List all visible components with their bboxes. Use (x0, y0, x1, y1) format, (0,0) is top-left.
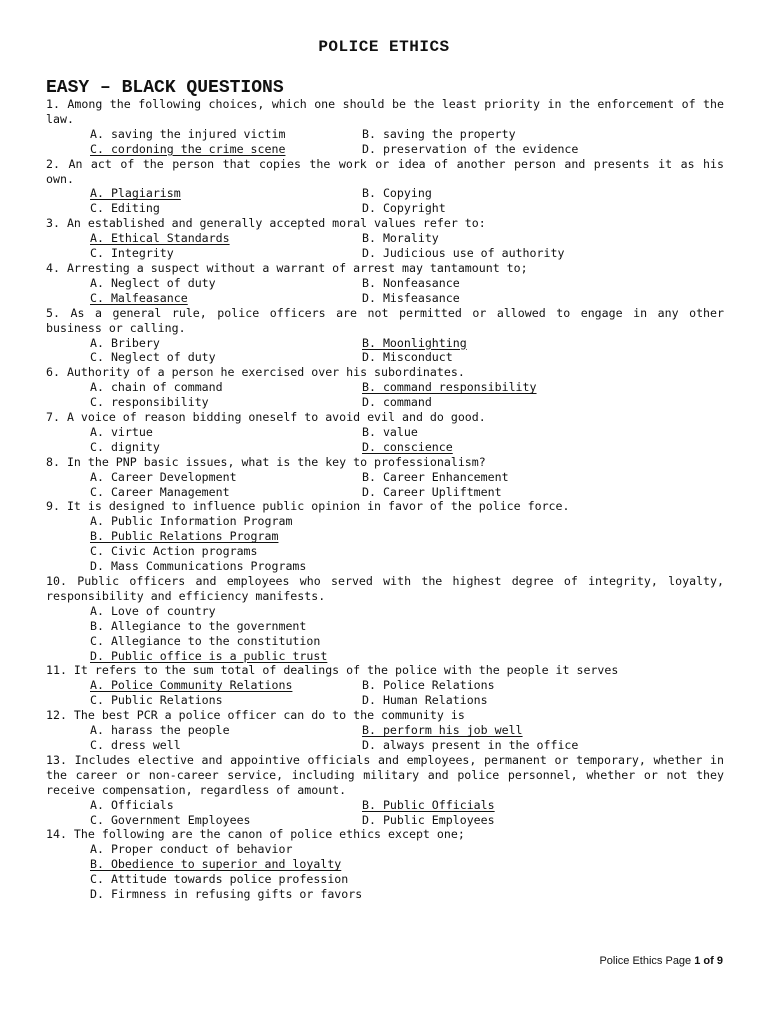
question-item (46, 365, 724, 410)
answer-option: A. Love of country (90, 603, 216, 618)
answer-option: A. Bribery (90, 335, 160, 350)
answer-option: C. Allegiance to the constitution (90, 633, 321, 648)
answer-option: D. Firmness in refusing gifts or favors (90, 887, 363, 902)
question-item (46, 574, 724, 663)
question-text: 2. An act of the person that copies the work or idea of another person and presents it as his own. (46, 156, 724, 186)
question-text: 8. In the PNP basic issues, what is the key to professionalism? (46, 454, 486, 469)
answer-option: C. dress well (90, 737, 181, 752)
question-item (46, 216, 724, 261)
correct-answer-option: B. command responsibility (362, 380, 537, 395)
answer-option: C. Neglect of duty (90, 350, 216, 365)
answer-option: D. Human Relations (362, 693, 488, 708)
answer-option: D. Mass Communications Programs (90, 559, 307, 574)
correct-answer-option: D. conscience (362, 439, 453, 454)
footer-page-number: 1 (694, 955, 701, 967)
answer-options (46, 842, 724, 902)
answer-option: A. Career Development (90, 469, 237, 484)
answer-option: B. value (362, 424, 418, 439)
footer-total-pages: 9 (716, 955, 723, 967)
correct-answer-option: A. Plagiarism (90, 186, 181, 201)
answer-option: C. responsibility (90, 395, 209, 410)
answer-options (46, 514, 724, 574)
answer-options (46, 723, 724, 753)
question-item (46, 157, 724, 217)
answer-option: C. Civic Action programs (90, 544, 258, 559)
answer-option: D. Misfeasance (362, 290, 460, 305)
question-item (46, 455, 724, 500)
question-text: 12. The best PCR a police officer can do to the community is (46, 708, 465, 723)
question-text: 11. It refers to the sum total of dealings of the police with the people it serves (46, 663, 619, 678)
answer-options (46, 186, 724, 216)
answer-option: D. Copyright (362, 201, 446, 216)
question-item (46, 708, 724, 753)
answer-option: A. Officials (90, 797, 174, 812)
question-text: 14. The following are the canon of police ethics except one; (46, 827, 465, 842)
footer-label: Police Ethics Page (599, 955, 692, 967)
question-text: 13. Includes elective and appointive officials and employees, permanent or temporary, whether in the career or non-career service, including military and police personnel, whether or not they receive compensation, regardless of amount. (46, 752, 724, 797)
section-heading: EASY – BLACK QUESTIONS (46, 78, 284, 98)
question-item (46, 306, 724, 366)
answer-option: D. Career Upliftment (362, 484, 502, 499)
correct-answer-option: B. Obedience to superior and loyalty (90, 857, 342, 872)
correct-answer-option: D. Public office is a public trust (90, 648, 328, 663)
answer-option: B. saving the property (362, 126, 516, 141)
question-text: 3. An established and generally accepted moral values refer to: (46, 216, 486, 231)
correct-answer-option: C. Malfeasance (90, 290, 188, 305)
correct-answer-option: A. Ethical Standards (90, 231, 230, 246)
correct-answer-option: A. Police Community Relations (90, 678, 293, 693)
answer-option: B. Police Relations (362, 678, 495, 693)
question-text: 9. It is designed to influence public opinion in favor of the police force. (46, 499, 570, 514)
question-item (46, 663, 724, 708)
answer-options (46, 425, 724, 455)
answer-option: D. command (362, 395, 432, 410)
answer-option: D. Judicious use of authority (362, 246, 565, 261)
answer-option: C. Editing (90, 201, 160, 216)
correct-answer-option: B. Public Officials (362, 797, 495, 812)
question-item (46, 499, 724, 574)
correct-answer-option: B. Moonlighting (362, 335, 467, 350)
answer-option: D. Public Employees (362, 812, 495, 827)
answer-options (46, 604, 724, 664)
question-text: 6. Authority of a person he exercised over his subordinates. (46, 365, 465, 380)
question-text: 7. A voice of reason bidding oneself to avoid evil and do good. (46, 410, 486, 425)
question-text: 4. Arresting a suspect without a warrant of arrest may tantamount to; (46, 260, 528, 275)
page-title: POLICE ETHICS (318, 38, 450, 56)
correct-answer-option: B. perform his job well (362, 723, 523, 738)
answer-option: D. preservation of the evidence (362, 141, 579, 156)
footer-of: of (703, 955, 714, 967)
question-item (46, 827, 724, 902)
correct-answer-option: B. Public Relations Program (90, 529, 279, 544)
page-footer (599, 955, 723, 967)
answer-options (46, 276, 724, 306)
answer-option: A. saving the injured victim (90, 126, 286, 141)
question-text: 1. Among the following choices, which one should be the least priority in the enforcement of the law. (46, 97, 724, 126)
answer-options (46, 678, 724, 708)
answer-option: A. chain of command (90, 380, 223, 395)
question-text: 5. As a general rule, police officers are not permitted or allowed to engage in any other business or calling. (46, 305, 724, 335)
answer-option: A. Proper conduct of behavior (90, 842, 293, 857)
answer-option: A. harass the people (90, 723, 230, 738)
answer-option: A. virtue (90, 424, 153, 439)
answer-options (46, 336, 724, 366)
question-item (46, 261, 724, 306)
question-item (46, 410, 724, 455)
answer-option: B. Morality (362, 231, 439, 246)
answer-options (46, 470, 724, 500)
question-item (46, 97, 724, 157)
answer-option: C. dignity (90, 439, 160, 454)
question-list (46, 97, 724, 902)
answer-option: B. Career Enhancement (362, 469, 509, 484)
answer-options (46, 127, 724, 157)
answer-option: B. Nonfeasance (362, 275, 460, 290)
answer-option: C. Career Management (90, 484, 230, 499)
answer-option: A. Public Information Program (90, 514, 293, 529)
correct-answer-option: C. cordoning the crime scene (90, 141, 286, 156)
answer-options (46, 231, 724, 261)
answer-option: D. Misconduct (362, 350, 453, 365)
answer-options (46, 798, 724, 828)
answer-option: B. Copying (362, 186, 432, 201)
answer-option: B. Allegiance to the government (90, 618, 307, 633)
answer-options (46, 380, 724, 410)
answer-option: C. Public Relations (90, 693, 223, 708)
answer-option: C. Government Employees (90, 812, 251, 827)
answer-option: D. always present in the office (362, 737, 579, 752)
question-text: 10. Public officers and employees who served with the highest degree of integrity, loyalty, responsibility and efficiency manifests. (46, 574, 724, 603)
answer-option: A. Neglect of duty (90, 275, 216, 290)
answer-option: C. Attitude towards police profession (90, 872, 349, 887)
answer-option: C. Integrity (90, 246, 174, 261)
question-item (46, 753, 724, 828)
